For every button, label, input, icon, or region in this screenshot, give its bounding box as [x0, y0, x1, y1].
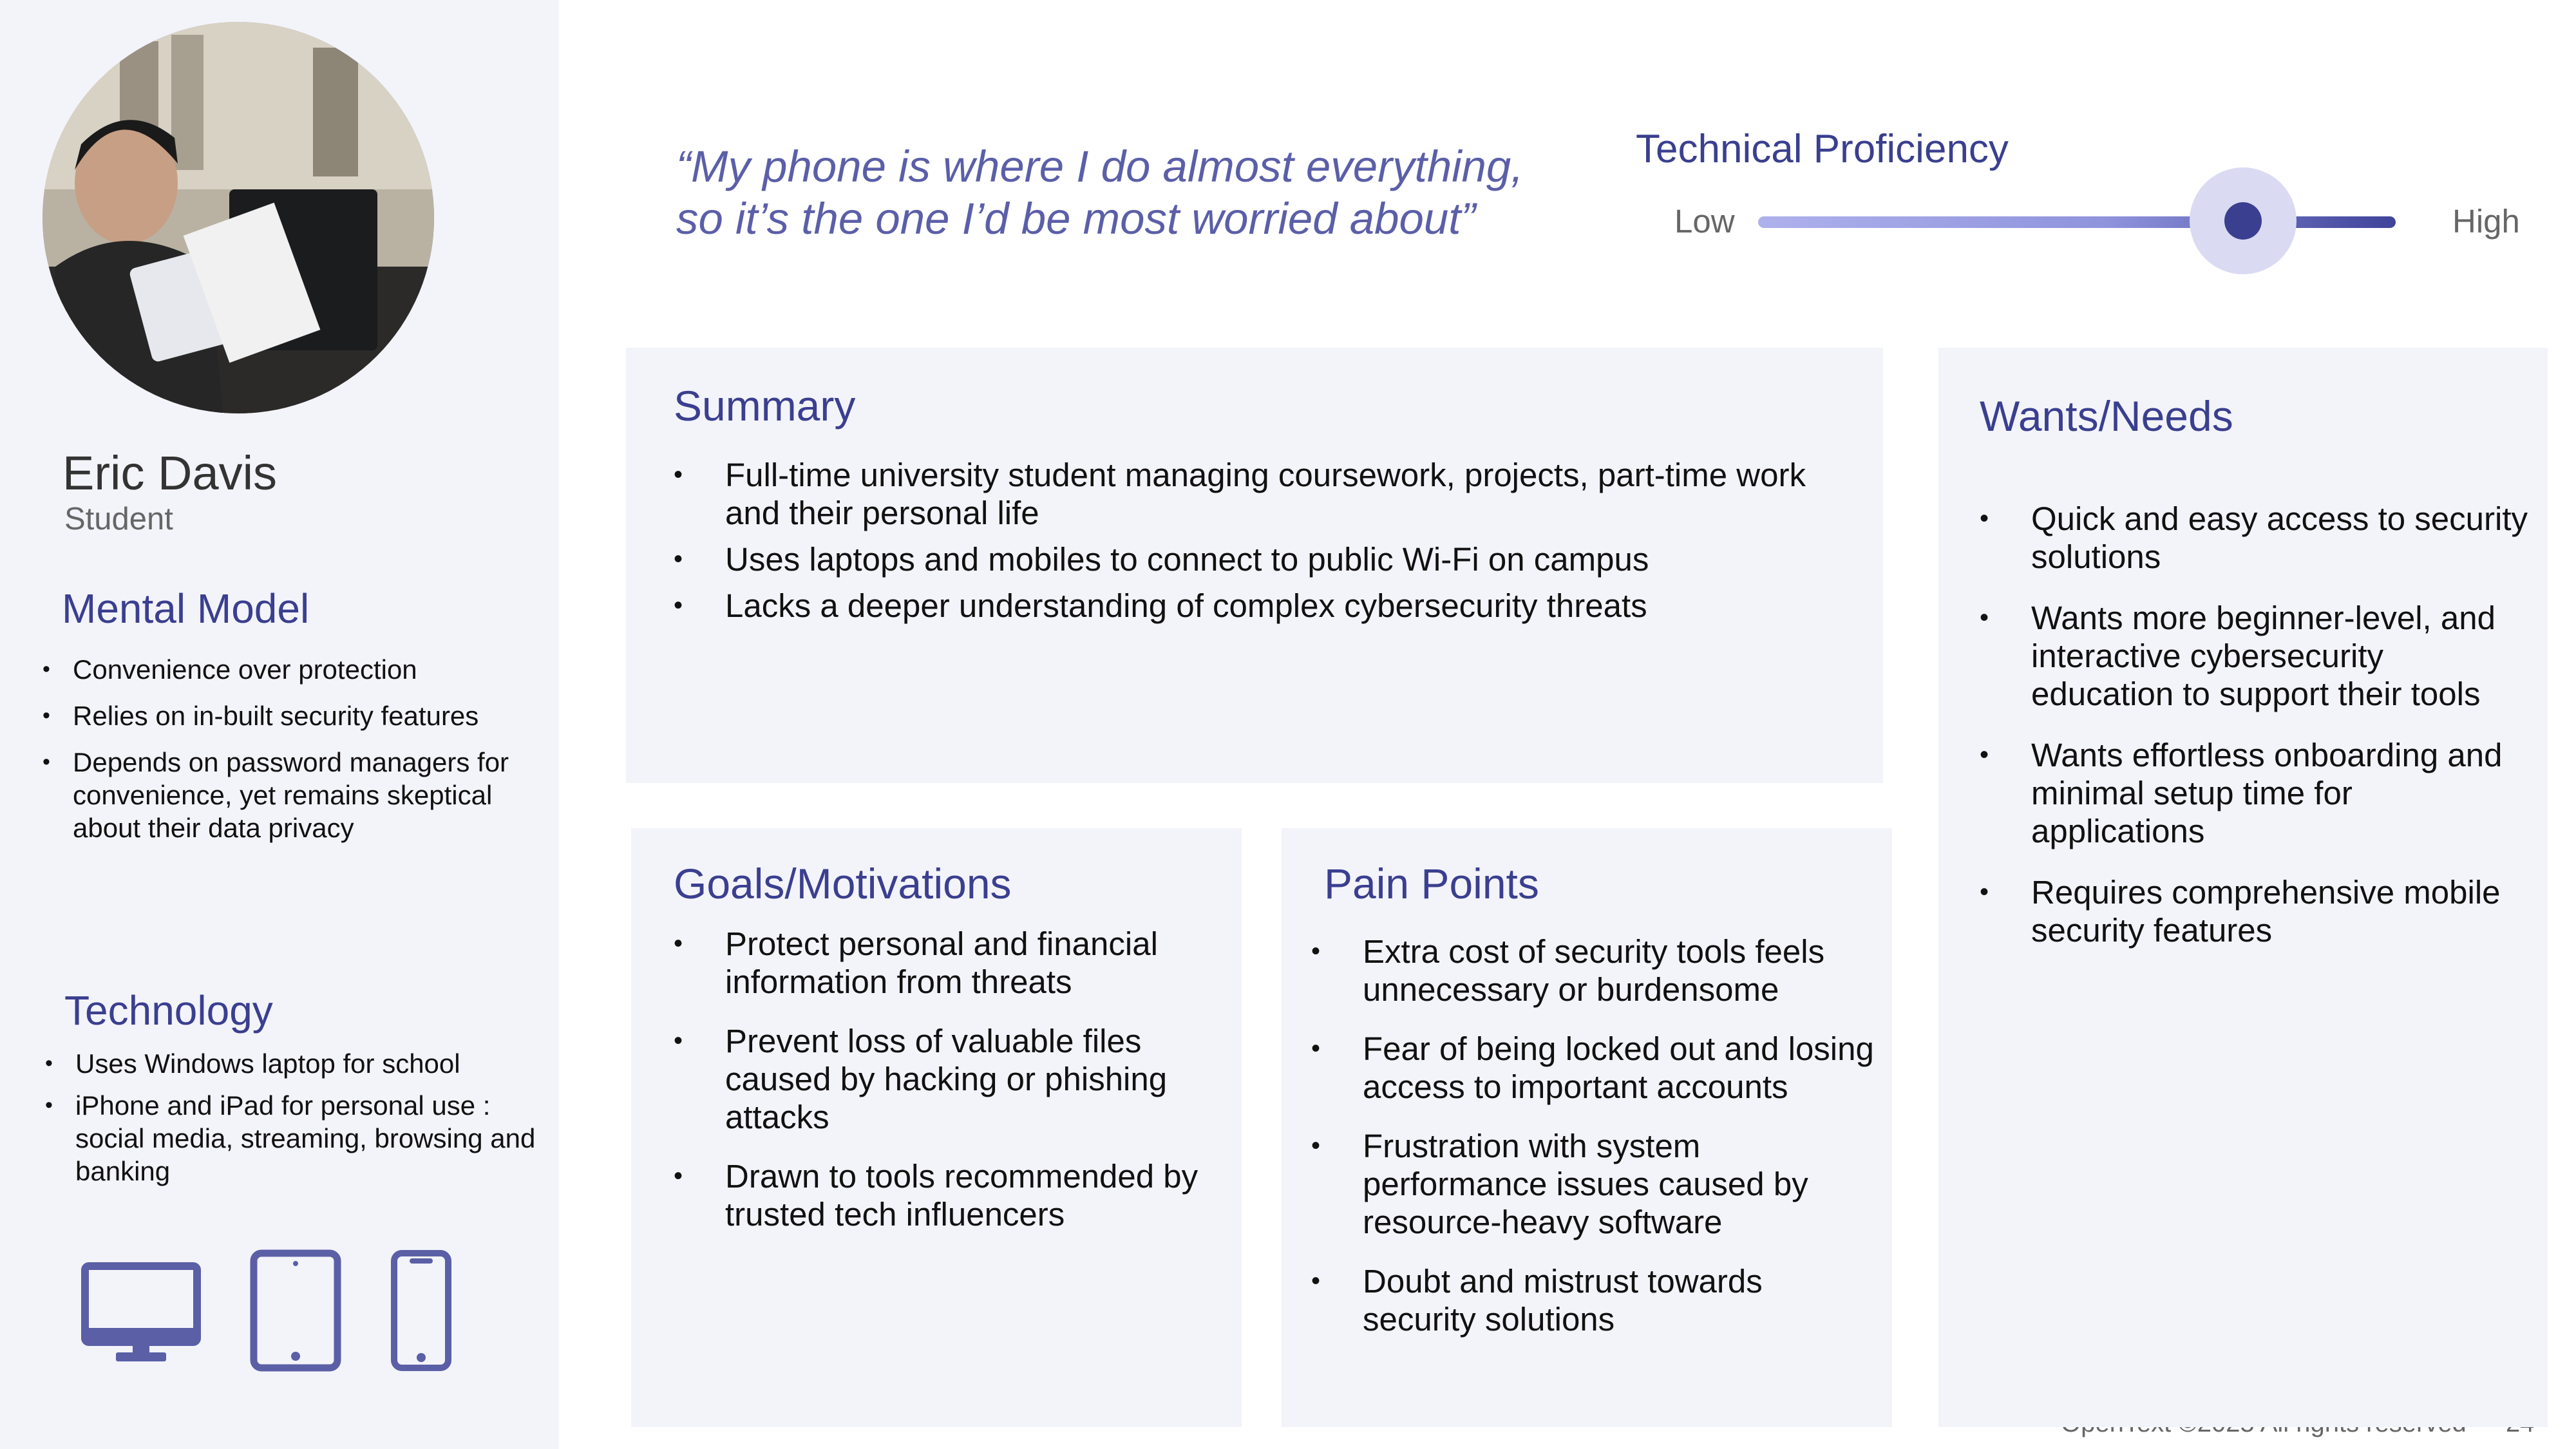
- pain-points-heading: Pain Points: [1324, 860, 1539, 907]
- list-item: • Relies on in-built security features: [43, 699, 532, 732]
- goals-heading: Goals/Motivations: [674, 860, 1012, 907]
- persona-name: Eric Davis: [62, 446, 278, 500]
- proficiency-knob: [2224, 202, 2262, 240]
- list-item: • Uses Windows laptop for school: [45, 1047, 547, 1080]
- list-item: • Doubt and mistrust towards security solutions: [1311, 1262, 1878, 1338]
- summary-list: [674, 456, 1833, 625]
- mental-model-list: [43, 653, 532, 858]
- wants-needs-card: [1938, 348, 2548, 1427]
- quote-line: so it’s the one I’d be most worried about”: [676, 194, 1476, 243]
- persona-photo: [43, 22, 434, 413]
- summary-card: [626, 348, 1883, 783]
- summary-heading: Summary: [674, 382, 856, 430]
- goals-card: [631, 828, 1242, 1427]
- persona-role: Student: [64, 502, 173, 536]
- list-item: • Quick and easy access to security solutions: [1980, 500, 2533, 576]
- list-item: • Wants more beginner-level, and interactive cybersecurity education to support their tools: [1980, 599, 2533, 713]
- list-item: • Depends on password managers for convenience, yet remains skeptical about their data privacy: [43, 746, 532, 844]
- proficiency-low-label: Low: [1674, 203, 1735, 240]
- pain-points-card: [1282, 828, 1892, 1427]
- list-item: • Full-time university student managing coursework, projects, part-time work and their personal life: [674, 456, 1833, 532]
- technology-heading: Technology: [64, 987, 273, 1034]
- desktop-monitor-icon: [80, 1261, 202, 1364]
- proficiency-track: [1758, 216, 2396, 228]
- quote-line: “My phone is where I do almost everything,: [676, 142, 1524, 191]
- proficiency-high-label: High: [2452, 203, 2520, 240]
- mental-model-heading: Mental Model: [62, 585, 310, 632]
- proficiency-title: Technical Proficiency: [1636, 127, 2009, 171]
- wants-needs-list: [1980, 500, 2533, 949]
- list-item: • Prevent loss of valuable files caused by hacking or phishing attacks: [674, 1022, 1227, 1136]
- smartphone-icon: [390, 1249, 452, 1372]
- list-item: • Wants effortless onboarding and minimal setup time for applications: [1980, 736, 2533, 850]
- technology-list: [45, 1047, 547, 1201]
- pain-points-list: [1311, 933, 1878, 1338]
- list-item: • Extra cost of security tools feels unnecessary or burdensome: [1311, 933, 1878, 1009]
- list-item: • Protect personal and financial information from threats: [674, 925, 1227, 1001]
- list-item: • Fear of being locked out and losing access to important accounts: [1311, 1030, 1878, 1106]
- list-item: • Uses laptops and mobiles to connect to public Wi-Fi on campus: [674, 540, 1833, 578]
- list-item: • Frustration with system performance issues caused by resource-heavy software: [1311, 1127, 1878, 1241]
- wants-needs-heading: Wants/Needs: [1980, 392, 2233, 440]
- list-item: • Convenience over protection: [43, 653, 532, 686]
- goals-list: [674, 925, 1227, 1233]
- list-item: • Requires comprehensive mobile security features: [1980, 873, 2533, 949]
- list-item: • iPhone and iPad for personal use : social media, streaming, browsing and banking: [45, 1089, 547, 1188]
- list-item: • Drawn to tools recommended by trusted tech influencers: [674, 1157, 1227, 1233]
- list-item: • Lacks a deeper understanding of complex cybersecurity threats: [674, 587, 1833, 625]
- persona-quote: [676, 140, 1578, 245]
- tablet-icon: [250, 1249, 341, 1372]
